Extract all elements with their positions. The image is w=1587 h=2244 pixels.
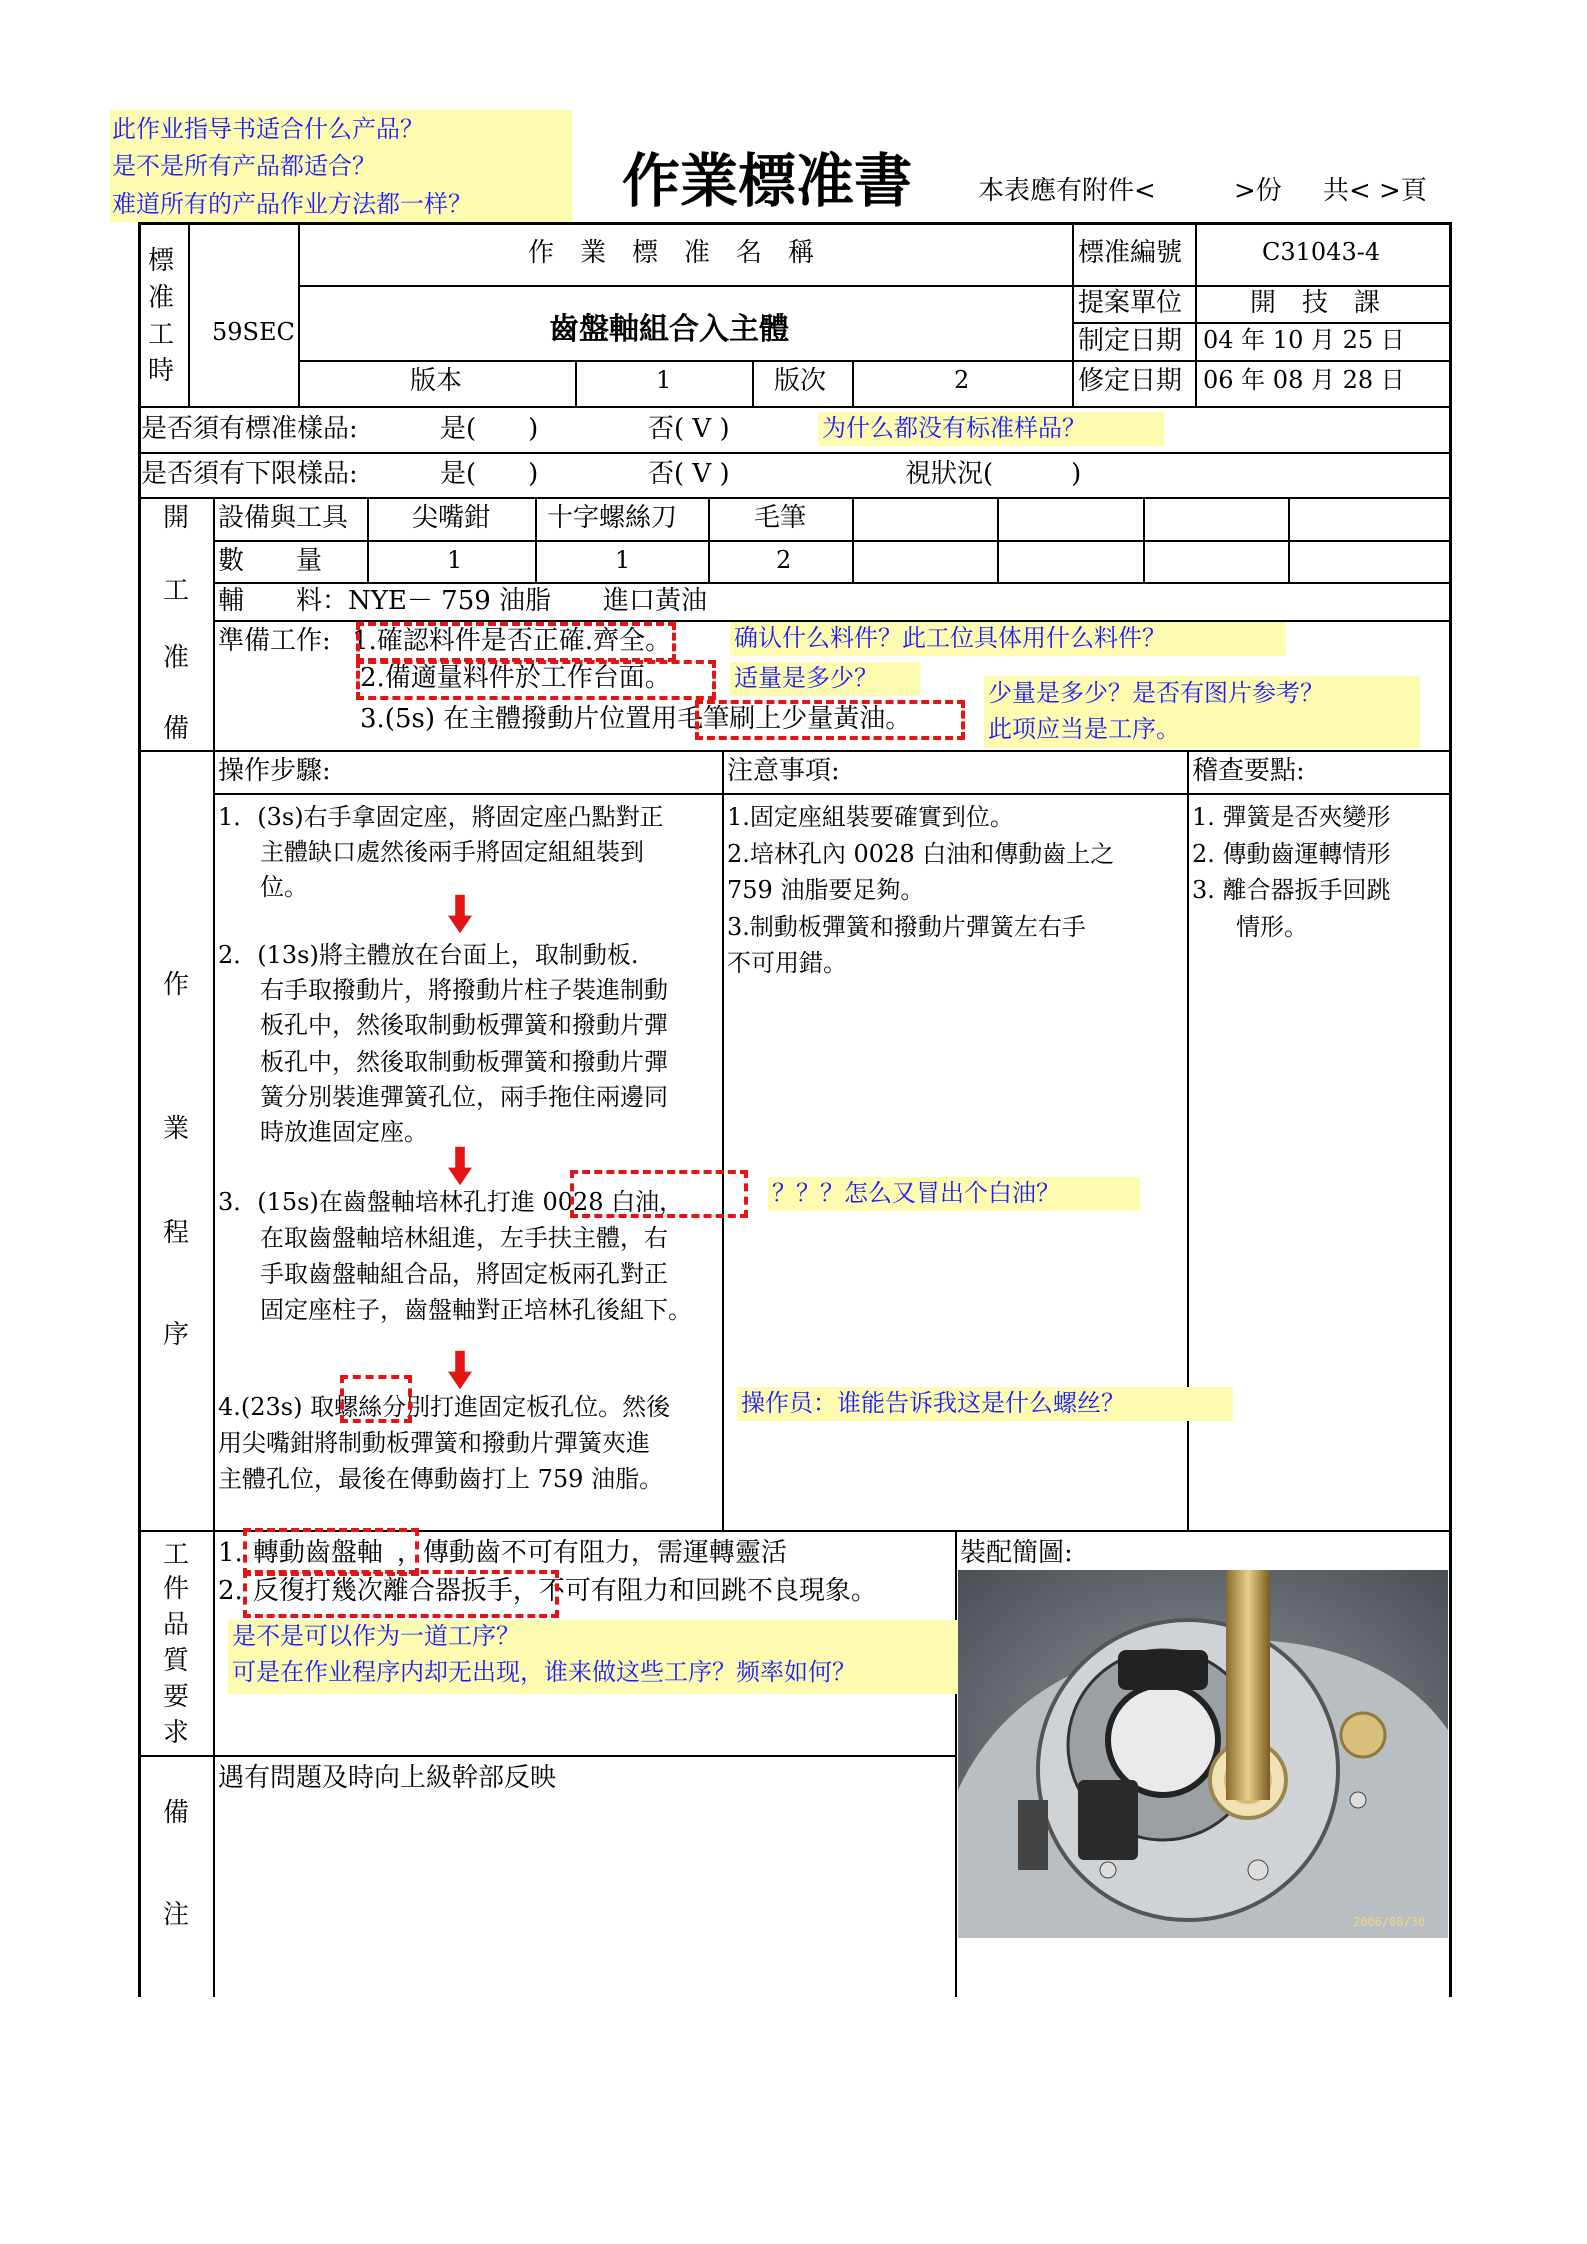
highlight-materials [356, 622, 676, 662]
caution-header: 注意事項: [727, 756, 840, 786]
min-sample-label: 是否須有下限樣品: [141, 459, 358, 489]
assembly-photo [958, 1570, 1448, 1938]
std-hours-label-2: 准 [148, 283, 175, 313]
prep-side-2: 工 [163, 576, 190, 606]
remarks-side-2: 注 [163, 1900, 190, 1930]
std-hours-label-4: 時 [148, 356, 175, 386]
quality-req-2-num: 2. [218, 1576, 243, 1606]
version-label: 版本 [410, 366, 463, 396]
step3-line3: 手取齒盤軸組合品，將固定板兩孔對正 [260, 1260, 668, 1288]
top-annotation-line-1: 此作业指导书适合什么产品？ [112, 115, 424, 143]
white-oil-note: ？？？怎么又冒出个白油？ [772, 1179, 1060, 1207]
aux-material: 輔 料：NYE－ 759 油脂 進口黃油 [218, 586, 708, 616]
prep-step-3: 3.(5s) 在主體撥動片位置用毛筆刷上少量黃油。 [360, 704, 912, 734]
revision-label: 版次 [774, 366, 827, 396]
prep-side-4: 備 [163, 714, 190, 744]
quality-req-2-highlight: 反復打幾次離合器扳手 [252, 1576, 513, 1606]
check-2: 2. 傳動齒運轉情形 [1192, 840, 1391, 868]
prep-note-2: 适量是多少？ [734, 664, 878, 692]
attachment-count: >份 [1234, 176, 1282, 206]
op-name-value: 齒盤軸組合入主體 [549, 312, 789, 347]
qty-2: 1 [615, 546, 631, 574]
revision-value: 2 [954, 366, 970, 394]
created-label: 制定日期 [1078, 326, 1183, 356]
caution-4: 3.制動板彈簧和撥動片彈簧左右手 [727, 913, 1086, 941]
std-no-label: 標准編號 [1078, 238, 1183, 268]
check-1: 1. 彈簧是否夾變形 [1192, 803, 1391, 831]
step4-line2: 用尖嘴鉗將制動板彈簧和撥動片彈簧夾進 [218, 1429, 650, 1457]
step2-line2: 右手取撥動片，將撥動片柱子裝進制動 [260, 976, 668, 1004]
quality-note-1: 是不是可以作为一道工序？ [232, 1622, 520, 1650]
step3-line1: 3．(15s)在齒盤軸培林孔打進 0028 白油， [218, 1188, 684, 1216]
step1-line1: 1．(3s)右手拿固定座，將固定座凸點對正 [218, 803, 664, 831]
quality-side-1: 工 [163, 1540, 190, 1570]
prep-note-3: 少量是多少？是否有图片参考？ [988, 679, 1324, 707]
prep-work-label: 準備工作: [218, 626, 331, 656]
check-3: 3. 離合器扳手回跳 [1192, 876, 1391, 904]
highlight-clutch [243, 1570, 559, 1618]
equipment-label: 設備與工具 [218, 503, 349, 533]
min-sample-yes: 是( ) [440, 459, 539, 489]
photo-date-stamp: 2006/08/30 [1353, 1915, 1426, 1929]
std-sample-note: 为什么都没有标准样品？ [822, 414, 1086, 442]
min-sample-no: 否( V ) [648, 459, 730, 489]
tool-1: 尖嘴鉗 [412, 503, 491, 533]
std-hours-label-1: 標 [148, 246, 175, 276]
caution-1: 1.固定座組裝要確實到位。 [727, 803, 1014, 831]
highlight-amount [356, 660, 716, 700]
std-no-value: C31043-4 [1262, 238, 1381, 266]
tool-3: 毛筆 [754, 503, 807, 533]
prep-side-1: 開 [163, 503, 190, 533]
attachment-prefix: 本表應有附件< [978, 176, 1156, 206]
step3-line4: 固定座柱子，齒盤軸對正培林孔後組下。 [260, 1296, 692, 1324]
qty-label: 數 量 [218, 546, 323, 576]
quality-note-2: 可是在作业程序内却无出现，谁来做这些工序？频率如何？ [232, 1658, 856, 1686]
revised-value: 06 年 08 月 28 日 [1203, 366, 1405, 394]
proc-side-3: 程 [163, 1218, 190, 1248]
std-sample-label: 是否須有標准樣品: [141, 414, 358, 444]
check-4: 情形。 [1236, 913, 1308, 941]
document-title: 作業標准書 [622, 147, 913, 215]
highlight-screw [340, 1375, 412, 1423]
created-value: 04 年 10 月 25 日 [1203, 326, 1405, 354]
quality-side-5: 要 [163, 1682, 190, 1712]
screw-note: 操作员：谁能告诉我这是什么螺丝？ [741, 1389, 1125, 1417]
quality-side-6: 求 [163, 1718, 190, 1748]
caution-2: 2.培林孔內 0028 白油和傳動齒上之 [727, 840, 1115, 868]
tool-2: 十字螺絲刀 [547, 503, 678, 533]
step2-line6: 時放進固定座。 [260, 1118, 428, 1146]
arrow-down-icon [448, 890, 472, 938]
qty-1: 1 [447, 546, 463, 574]
min-sample-visual: 視狀況( ) [905, 459, 1082, 489]
std-hours-label-3: 工 [148, 320, 175, 350]
attachment-pages: 共< >頁 [1323, 176, 1427, 206]
remarks-text: 遇有問題及時向上級幹部反映 [218, 1763, 557, 1793]
caution-5: 不可用錯。 [727, 949, 847, 977]
step3-line2: 在取齒盤軸培林組進，左手扶主體，右 [260, 1224, 668, 1252]
assembly-label: 裝配簡圖: [960, 1538, 1073, 1568]
prep-step-1: 1.確認料件是否正確.齊全。 [352, 626, 672, 656]
proc-side-2: 業 [163, 1114, 190, 1144]
std-sample-no: 否( V ) [648, 414, 730, 444]
qty-3: 2 [776, 546, 792, 574]
arrow-down-icon [448, 1346, 472, 1394]
step2-line3: 板孔中，然後取制動板彈簧和撥動片彈 [260, 1011, 668, 1039]
prep-side-3: 准 [163, 643, 190, 673]
op-name-label: 作 業 標 准 名 稱 [528, 238, 815, 268]
proposer-value: 開 技 課 [1250, 288, 1381, 318]
quality-side-4: 質 [163, 1646, 190, 1676]
prep-step-2: 2.備適量料件於工作台面。 [360, 663, 671, 693]
quality-side-2: 件 [163, 1574, 190, 1604]
version-value: 1 [656, 366, 672, 394]
step4-line1: 4.(23s) 取螺絲分別打進固定板孔位。然後 [218, 1393, 671, 1421]
step1-line2: 主體缺口處然後兩手將固定組組裝到 [260, 838, 644, 866]
proc-side-4: 序 [163, 1320, 190, 1350]
highlight-small-amount [695, 700, 965, 740]
remarks-side-1: 備 [163, 1798, 190, 1828]
top-annotation-line-2: 是不是所有产品都适合？ [112, 152, 376, 180]
prep-note-4: 此项应当是工序。 [988, 715, 1180, 743]
step1-line3: 位。 [260, 873, 308, 901]
quality-req-1-highlight: 轉動齒盤軸 [252, 1538, 383, 1568]
std-sample-yes: 是( ) [440, 414, 539, 444]
caution-3: 759 油脂要足夠。 [727, 876, 925, 904]
quality-req-1-rest: ，傳動齒不可有阻力，需運轉靈活 [396, 1538, 787, 1568]
step2-line5: 簧分別裝進彈簧孔位，兩手拖住兩邊同 [260, 1083, 668, 1111]
check-header: 稽查要點: [1192, 756, 1305, 786]
top-annotation-line-3: 难道所有的产品作业方法都一样？ [112, 190, 472, 218]
highlight-rotate-gear [243, 1528, 419, 1576]
step2-line4: 板孔中，然後取制動板彈簧和撥動片彈 [260, 1048, 668, 1076]
arrow-down-icon [448, 1142, 472, 1190]
quality-req-1-num: 1. [218, 1538, 243, 1568]
steps-header: 操作步驟: [218, 756, 331, 786]
step2-line1: 2．(13s)將主體放在台面上，取制動板. [218, 941, 639, 969]
proc-side-1: 作 [163, 970, 190, 1000]
quality-req-2-rest: ，不可有阻力和回跳不良現象。 [512, 1576, 877, 1606]
quality-side-3: 品 [163, 1610, 190, 1640]
std-hours-value: 59SEC [212, 318, 295, 346]
highlight-white-oil [570, 1170, 748, 1218]
step4-line3: 主體孔位，最後在傳動齒打上 759 油脂。 [218, 1465, 664, 1493]
proposer-label: 提案單位 [1078, 288, 1183, 318]
revised-label: 修定日期 [1078, 366, 1183, 396]
prep-note-1: 确认什么料件？此工位具体用什么料件？ [734, 624, 1166, 652]
